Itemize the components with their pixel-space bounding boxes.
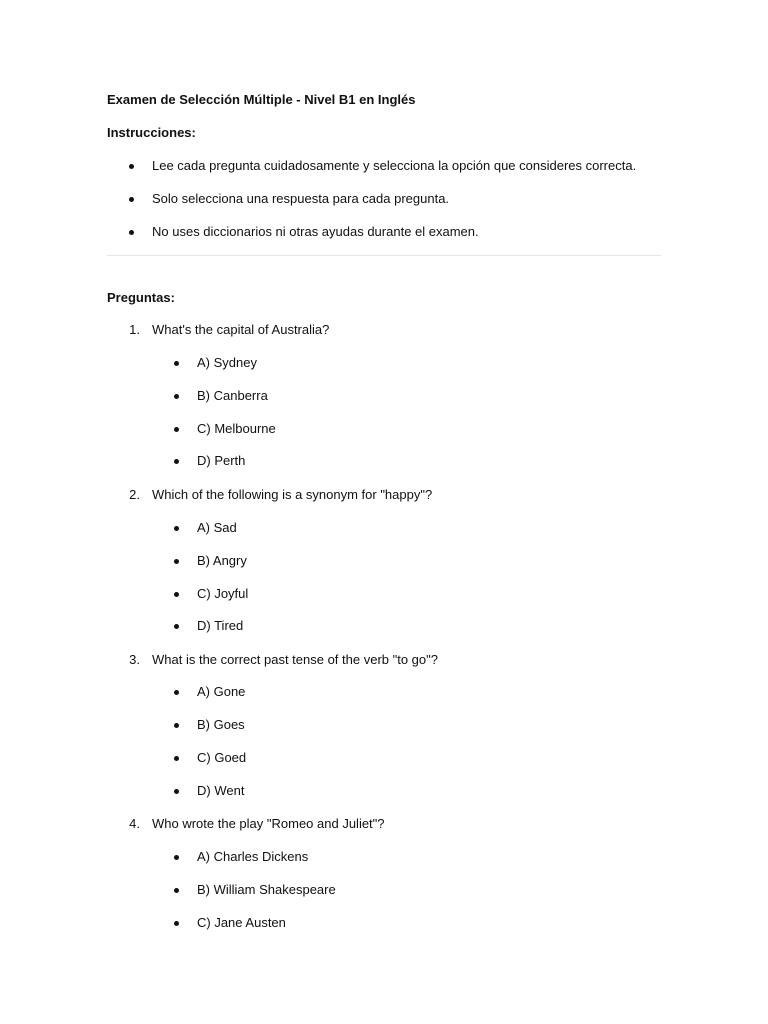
bullet-icon bbox=[174, 559, 179, 564]
instructions-heading: Instrucciones: bbox=[107, 125, 196, 140]
option-item: D) Perth bbox=[197, 453, 246, 468]
question-number: 4. bbox=[129, 816, 140, 831]
document-title: Examen de Selección Múltiple - Nivel B1 en Inglés bbox=[107, 92, 416, 107]
section-divider bbox=[107, 255, 661, 256]
bullet-icon bbox=[174, 592, 179, 597]
option-item: C) Goed bbox=[197, 750, 247, 765]
option-item: A) Sydney bbox=[197, 355, 257, 370]
option-item: C) Melbourne bbox=[197, 421, 276, 436]
bullet-icon bbox=[174, 789, 179, 794]
option-item: C) Joyful bbox=[197, 586, 249, 601]
bullet-icon bbox=[174, 459, 179, 464]
instruction-item: No uses diccionarios ni otras ayudas durante el examen. bbox=[152, 224, 479, 239]
bullet-icon bbox=[174, 427, 179, 432]
bullet-icon bbox=[174, 394, 179, 399]
question-text: Who wrote the play "Romeo and Juliet"? bbox=[152, 816, 385, 831]
option-item: B) William Shakespeare bbox=[197, 882, 336, 897]
bullet-icon bbox=[174, 888, 179, 893]
question-text: Which of the following is a synonym for "happy"? bbox=[152, 487, 433, 502]
option-item: B) Canberra bbox=[197, 388, 268, 403]
bullet-icon bbox=[174, 756, 179, 761]
instruction-item: Solo selecciona una respuesta para cada pregunta. bbox=[152, 191, 450, 206]
option-item: D) Went bbox=[197, 783, 245, 798]
question-text: What's the capital of Australia? bbox=[152, 322, 330, 337]
bullet-icon bbox=[174, 723, 179, 728]
option-item: A) Gone bbox=[197, 684, 246, 699]
question-number: 2. bbox=[129, 487, 140, 502]
option-item: C) Jane Austen bbox=[197, 915, 286, 930]
bullet-icon bbox=[174, 526, 179, 531]
question-number: 3. bbox=[129, 652, 140, 667]
option-item: D) Tired bbox=[197, 618, 244, 633]
bullet-icon bbox=[174, 361, 179, 366]
bullet-icon bbox=[174, 690, 179, 695]
bullet-icon bbox=[129, 230, 134, 235]
option-item: B) Angry bbox=[197, 553, 247, 568]
questions-heading: Preguntas: bbox=[107, 290, 175, 305]
option-item: A) Charles Dickens bbox=[197, 849, 309, 864]
question-text: What is the correct past tense of the verb "to go"? bbox=[152, 652, 438, 667]
bullet-icon bbox=[129, 197, 134, 202]
bullet-icon bbox=[129, 164, 134, 169]
bullet-icon bbox=[174, 624, 179, 629]
instruction-item: Lee cada pregunta cuidadosamente y selecciona la opción que consideres correcta. bbox=[152, 158, 637, 173]
question-number: 1. bbox=[129, 322, 140, 337]
bullet-icon bbox=[174, 855, 179, 860]
bullet-icon bbox=[174, 921, 179, 926]
option-item: B) Goes bbox=[197, 717, 245, 732]
option-item: A) Sad bbox=[197, 520, 237, 535]
